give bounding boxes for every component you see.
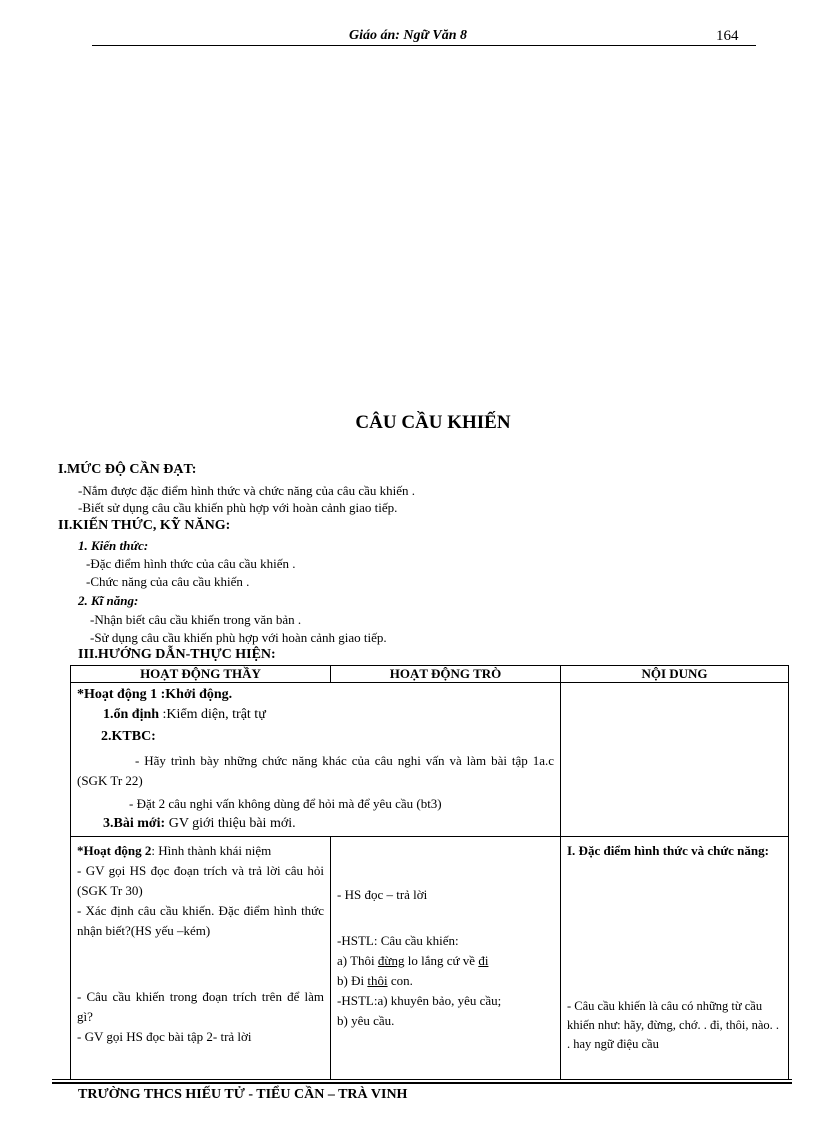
- example-keyword: đừng: [377, 953, 405, 968]
- header-title: Giáo án: Ngữ Văn 8: [348, 28, 468, 43]
- skills-item: -Sử dụng câu cầu khiến phù hợp với hoàn cảnh giao tiếp.: [90, 630, 387, 645]
- teacher-step: - Câu cầu khiến trong đoạn trích trên để làm gì?: [77, 989, 324, 1024]
- column-header: HOẠT ĐỘNG THẦY: [71, 666, 331, 683]
- example-text: a) Thôi: [337, 953, 378, 968]
- example-text: lo lắng cứ về: [404, 953, 479, 968]
- teacher-step: - Xác định câu cầu khiến. Đặc điểm hình thức nhận biết?(HS yếu –kém): [77, 903, 324, 938]
- section-1-heading: I.MỨC ĐỘ CẦN ĐẠT:: [58, 462, 197, 477]
- activity-1-heading: *Hoạt động 1 :Khởi động.: [77, 687, 233, 702]
- example-keyword: đi: [478, 953, 489, 968]
- student-example: [337, 971, 554, 991]
- content-definition: - Câu cầu khiến là câu có những từ cầu khiến như: hãy, đừng, chớ. . đi, thôi, nào. . . hay ngữ điệu cầu: [567, 999, 780, 1051]
- new-lesson-label: 3.Bài mới:: [103, 816, 166, 831]
- student-example: [337, 951, 554, 971]
- review-question: - Đặt 2 câu nghi vấn không dùng để hỏi mà để yêu cầu (bt3): [129, 796, 442, 811]
- section-3-heading: III.HƯỚNG DẪN-THỰC HIỆN:: [78, 647, 276, 662]
- teacher-cell: [71, 837, 331, 1080]
- review-question: - Hãy trình bày những chức năng khác của câu nghi vấn và làm bài tập 1a.c (SGK Tr 22): [77, 753, 554, 788]
- student-cell: [331, 837, 561, 1080]
- warmup-cell: [71, 683, 561, 837]
- footer-rule: [52, 1079, 792, 1080]
- footer-rule: [52, 1082, 792, 1084]
- knowledge-item: -Đặc điểm hình thức của câu cầu khiến .: [86, 556, 296, 571]
- teacher-step: - GV gọi HS đọc bài tập 2- trả lời: [77, 1029, 252, 1044]
- example-keyword: thôi: [367, 973, 388, 988]
- knowledge-item: -Chức năng của câu cầu khiến .: [86, 574, 250, 589]
- student-step: - HS đọc – trả lời: [337, 887, 428, 902]
- section-1-item: -Biết sử dụng câu cầu khiến phù hợp với hoàn cảnh giao tiếp.: [78, 500, 398, 515]
- student-step: -HSTL:a) khuyên bảo, yêu cầu;: [337, 993, 502, 1008]
- example-text: b) Đi: [337, 973, 368, 988]
- stabilize-label: 1.ổn định: [103, 707, 160, 722]
- lesson-title: CÂU CẦU KHIẾN: [355, 412, 511, 433]
- activity-table: [70, 665, 789, 1080]
- teacher-step: - GV gọi HS đọc đoạn trích và trả lời câu hỏi (SGK Tr 30): [77, 863, 324, 898]
- student-step: b) yêu cầu.: [337, 1013, 395, 1028]
- review-heading: 2.KTBC:: [101, 729, 156, 744]
- footer-school: TRƯỜNG THCS HIẾU TỬ - TIỂU CẦN – TRÀ VINH: [78, 1087, 408, 1102]
- example-text: con.: [387, 973, 413, 988]
- activity-2-text: : Hình thành khái niệm: [151, 843, 272, 858]
- new-lesson-text: GV giới thiệu bài mới.: [165, 816, 296, 831]
- content-heading: I. Đặc điểm hình thức và chức năng:: [567, 843, 769, 858]
- student-step: -HSTL: Câu cầu khiến:: [337, 933, 459, 948]
- page-number: 164: [716, 28, 739, 44]
- column-header: HOẠT ĐỘNG TRÒ: [331, 666, 561, 683]
- subsection-skills: 2. Kĩ năng:: [78, 593, 139, 608]
- skills-item: -Nhận biết câu cầu khiến trong văn bản .: [90, 612, 302, 627]
- section-1-item: -Nắm được đặc điểm hình thức và chức năng của câu cầu khiến .: [78, 483, 415, 498]
- section-2-heading: II.KIẾN THỨC, KỸ NĂNG:: [58, 518, 231, 533]
- activity-2-heading: [77, 841, 324, 861]
- content-cell: [561, 837, 789, 1080]
- subsection-knowledge: 1. Kiến thức:: [78, 538, 149, 553]
- column-header: NỘI DUNG: [561, 666, 789, 683]
- header-rule: [92, 45, 756, 46]
- activity-2-label: *Hoạt động 2: [77, 843, 152, 858]
- empty-content-cell: [561, 683, 789, 837]
- stabilize-text: :Kiểm diện, trật tự: [159, 707, 266, 722]
- new-lesson-line: [77, 814, 554, 834]
- stabilize-line: [77, 705, 554, 725]
